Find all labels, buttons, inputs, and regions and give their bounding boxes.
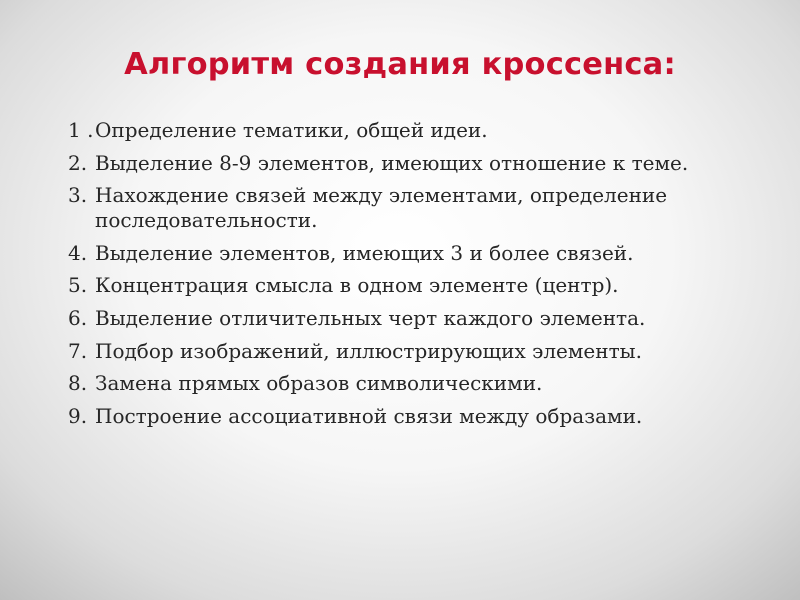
step-number: 5. bbox=[68, 273, 88, 298]
step-item-3 bbox=[68, 183, 768, 233]
step-item-2 bbox=[68, 151, 768, 176]
step-number: 6. bbox=[68, 305, 88, 330]
step-item-1 bbox=[68, 118, 768, 143]
step-number: 1 . bbox=[68, 118, 94, 142]
step-text: Подбор изображений, иллюстрирующих элементы. bbox=[95, 338, 642, 363]
step-item-5 bbox=[68, 273, 768, 298]
step-text: Определение тематики, общей идеи. bbox=[95, 118, 488, 142]
step-item-7 bbox=[68, 339, 768, 364]
algorithm-steps-list bbox=[68, 118, 768, 436]
step-text: Выделение 8-9 элементов, имеющих отношение к теме. bbox=[95, 150, 689, 175]
step-item-8 bbox=[68, 371, 768, 396]
step-text: Выделение элементов, имеющих 3 и более связей. bbox=[95, 240, 634, 265]
slide-title: Алгоритм создания кроссенса: bbox=[124, 47, 676, 82]
step-text: Нахождение связей между элементами, определение последовательности. bbox=[95, 183, 668, 233]
step-number: 3. bbox=[68, 183, 88, 208]
step-number: 2. bbox=[68, 150, 88, 175]
step-text: Построение ассоциативной связи между образами. bbox=[95, 403, 643, 428]
step-number: 8. bbox=[68, 371, 88, 396]
step-number: 7. bbox=[68, 338, 88, 363]
step-number: 9. bbox=[68, 403, 88, 428]
step-text: Концентрация смысла в одном элементе (центр). bbox=[95, 273, 619, 298]
step-text: Выделение отличительных черт каждого элемента. bbox=[95, 305, 646, 330]
step-number: 4. bbox=[68, 240, 88, 265]
step-text: Замена прямых образов символическими. bbox=[95, 371, 543, 396]
step-item-9 bbox=[68, 404, 768, 429]
step-item-6 bbox=[68, 306, 768, 331]
step-item-4 bbox=[68, 241, 768, 266]
